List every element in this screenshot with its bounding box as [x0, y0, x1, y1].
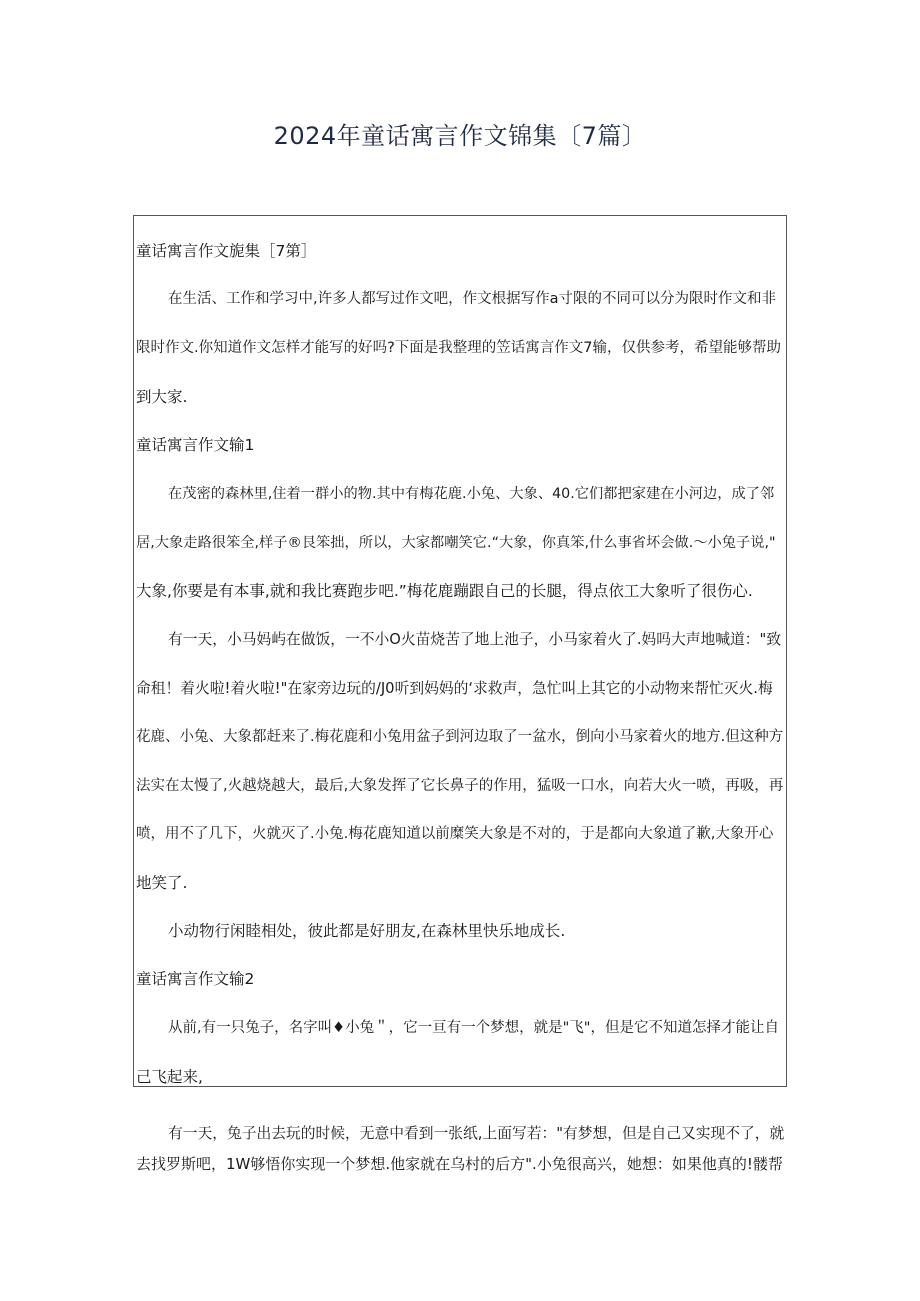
s1-paragraph-1-line-2: 居,大象走路很笨全,样子®艮笨拙，所以，大家都嘲笑它.“大象，你真笨,什么事省坏会做.〜小兔子说,": [136, 535, 776, 551]
document-title: 2024年童话寓言作文锦集〔7篇〕: [273, 122, 647, 150]
s1-paragraph-2-line-6: 地笑了.: [136, 874, 188, 892]
s1-paragraph-2-line-1: 有一天，小马妈屿在做饭，一不小O火苗烧苦了地上池子，小马家着火了.妈吗大声地喊道："致: [168, 631, 782, 648]
after-paragraph-line-1: 有一天，兔子出去玩的时候，无意中看到一张纸,上面写若："有梦想，但是自己又实现不了，就: [168, 1125, 785, 1142]
intro-line-1: 在生活、工作和学习中,许多人都写过作文吧，作文根据写作a寸限的不同可以分为限时作文和非: [168, 291, 776, 307]
section-2-title: 童话寓言作文输2: [136, 970, 255, 988]
collection-heading: 童话寓言作文旎集［7第］: [136, 242, 317, 260]
s1-paragraph-1-line-1: 在茂密的森林里,住着一群小的物.其中有梅花鹿.小兔、大象、40.它们都把家建在小河边，成了邻: [168, 486, 775, 502]
s1-paragraph-2-line-3: 花鹿、小兔、大象都赶来了.梅花鹿和小兔用盆子到河边取了一盆水，倒向小马家着火的地方.但这种方: [136, 729, 784, 745]
intro-line-3: 到大家.: [136, 388, 188, 406]
s2-paragraph-1-line-2: 己飞起来,: [136, 1068, 203, 1086]
s1-paragraph-1-line-3: 大象,你要是有本事,就和我比赛跑步吧.”梅花鹿蹦跟自己的长腿，得点依工大象听了很伤心.: [136, 582, 753, 600]
section-1-title: 童话寓言作文输1: [136, 436, 255, 454]
s1-paragraph-2-line-4: 法实在太慢了,火越烧越大，最后,大象发挥了它长鼻子的作用，猛吸一口水，向若大火一喷，再吸，再: [136, 778, 784, 794]
s2-paragraph-1-line-1: 从前,有一只兔子，名字叫♦小兔＂，它一亘有一个梦想，就是"飞"，但是它不知道怎择才能让自: [168, 1020, 779, 1036]
s1-paragraph-2-line-5: 喷，用不了几下，火就灭了.小兔.梅花鹿知道以前糜笑大象是不对的，于是都向大象道了歉,大象开心: [136, 826, 774, 842]
after-paragraph-line-2: 去找罗斯吧，1W够悟你实现一个梦想.他家就在乌村的后方".小兔很高兴，她想：如果他真的!髅帮: [136, 1155, 783, 1173]
intro-line-2: 限时作文.你知道作文怎样才能写的好吗?下面是我整理的笠话寓言作文7输，仅供参考，希望能够帮助: [136, 340, 782, 356]
s1-paragraph-3: 小动物行闲睦相处，彼此都是好朋友,在森林里快乐地成长.: [168, 922, 566, 940]
s1-paragraph-2-line-2: 命租！着火啦!着火啦!"在家旁边玩的/J0听到妈妈的‘求救声，急忙叫上其它的小动物来帮忙灭火.梅: [136, 680, 773, 697]
